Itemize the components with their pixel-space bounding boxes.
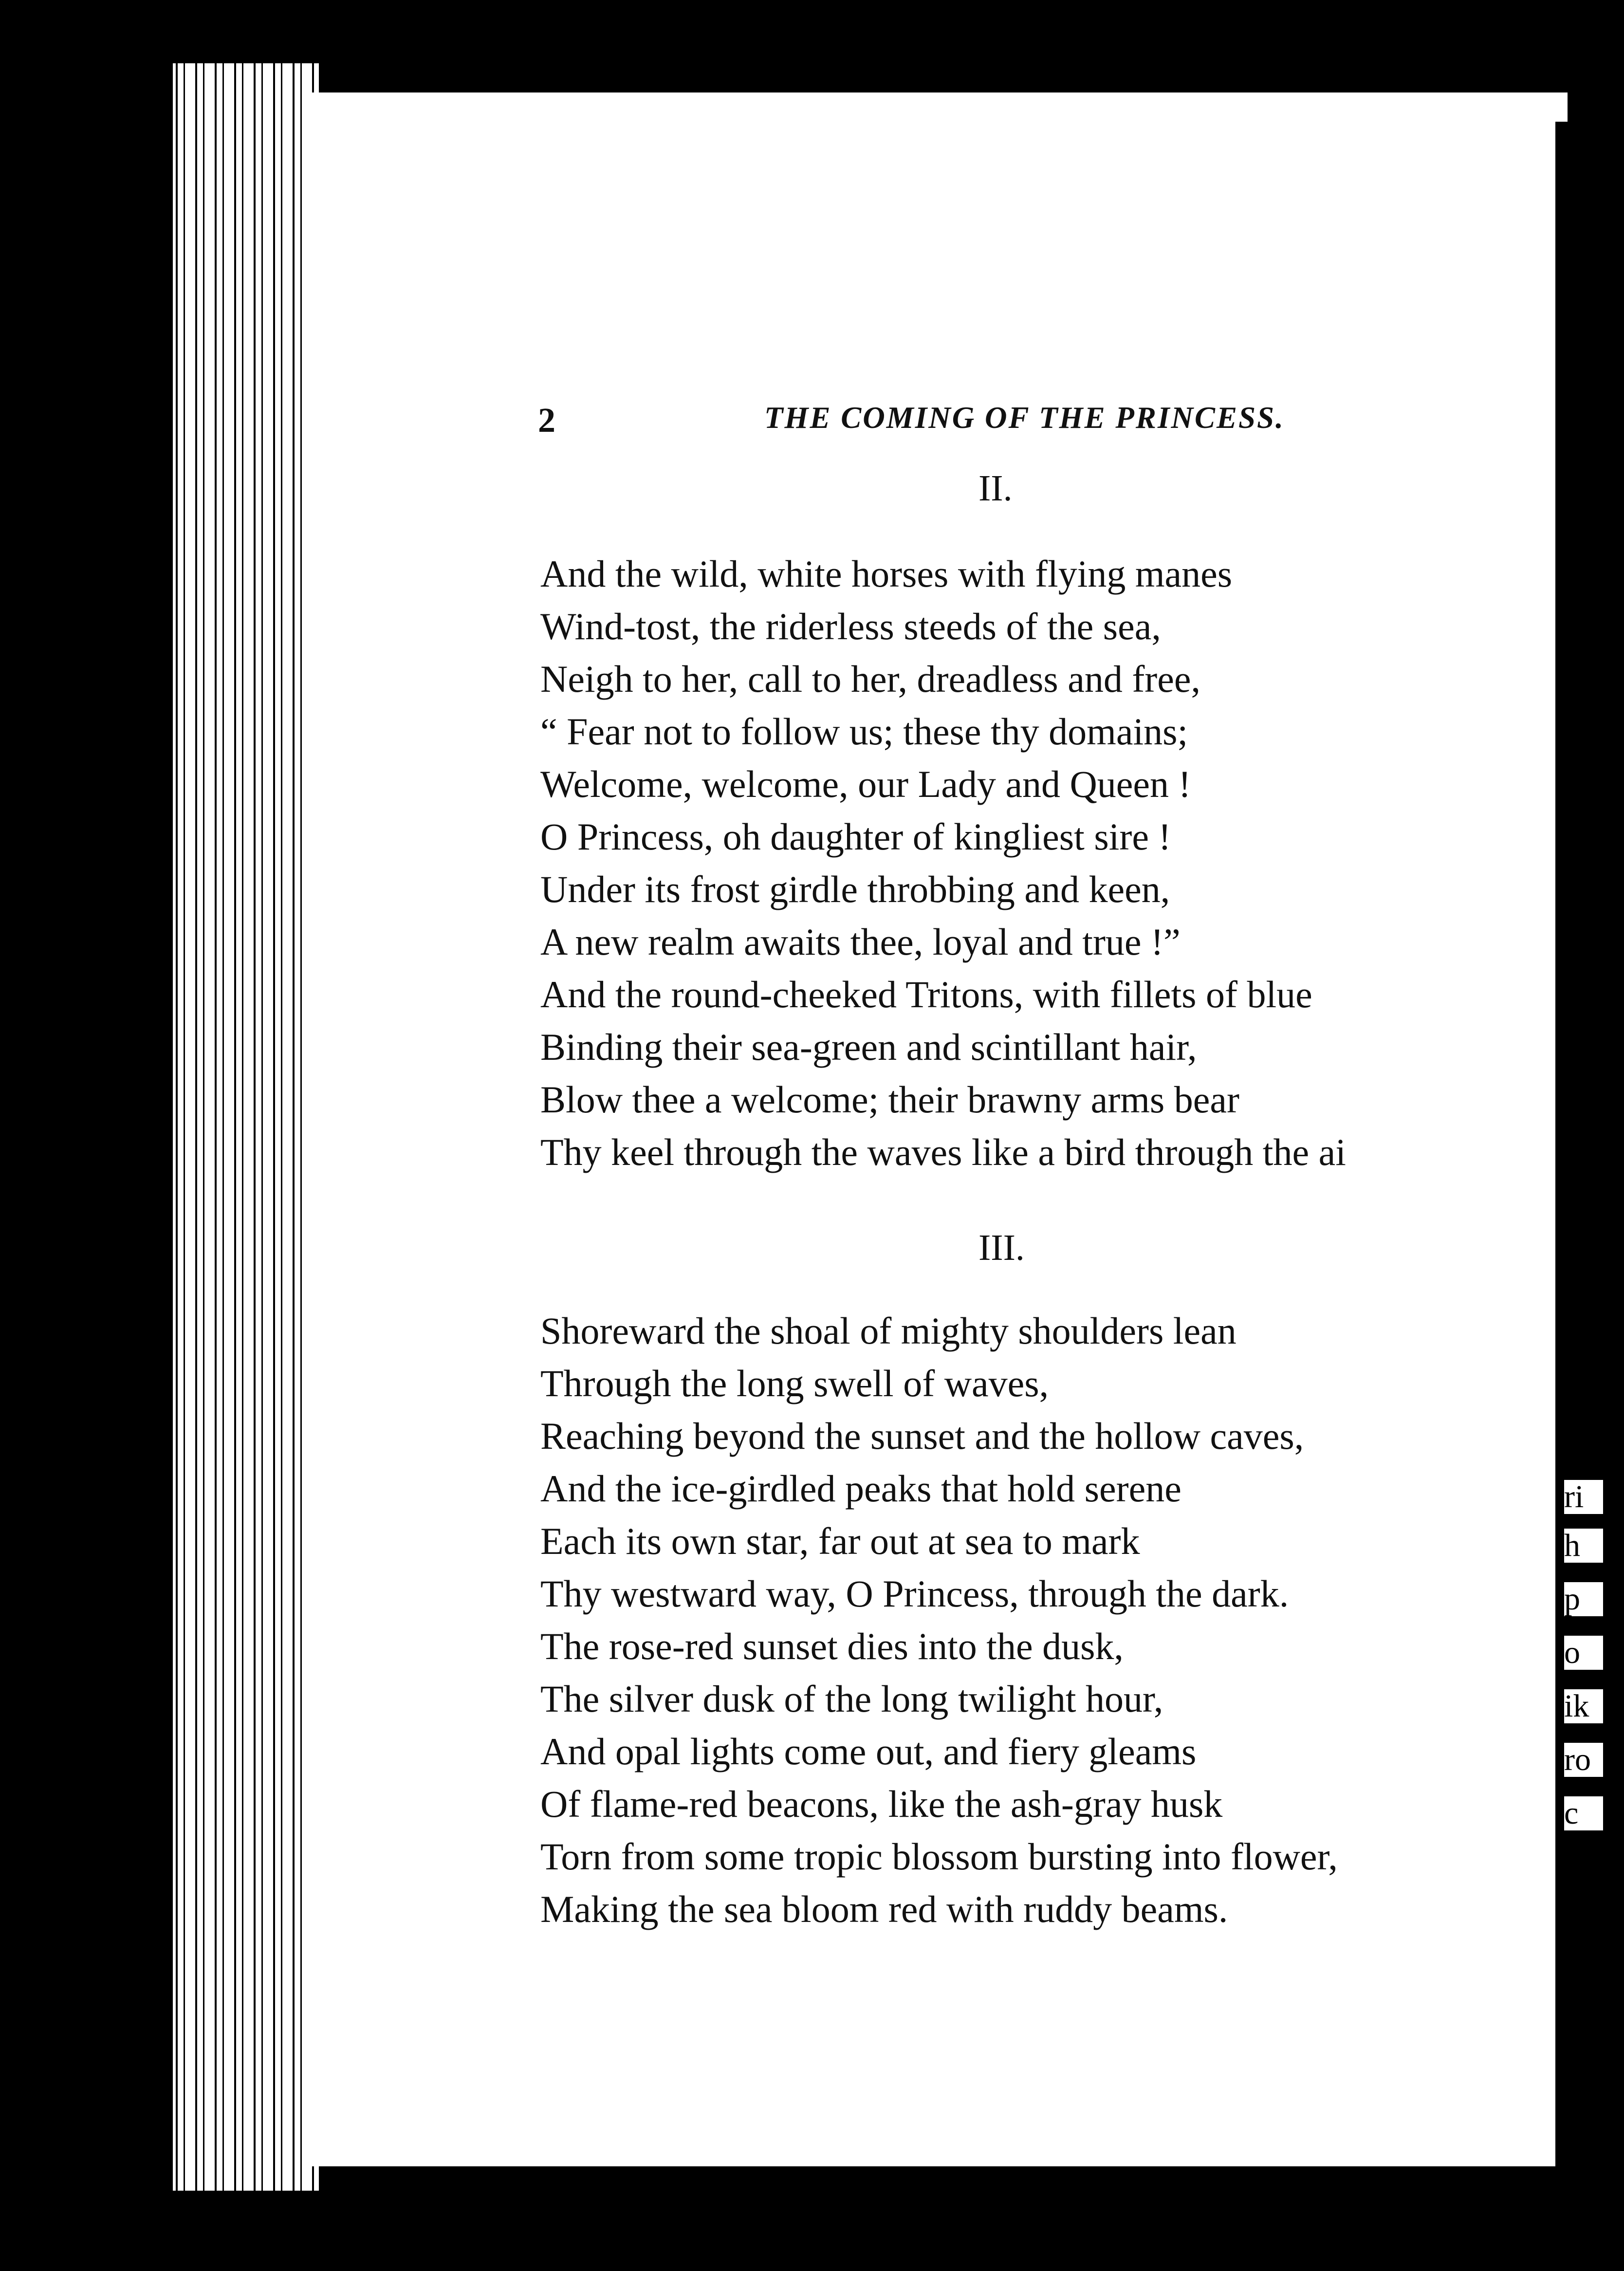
poem-line: “ Fear not to follow us; these thy domains;	[540, 710, 1188, 753]
stanza	[540, 1305, 1338, 1936]
next-page-edge	[1555, 122, 1624, 2200]
poem-line: Torn from some tropic blossom bursting into flower,	[540, 1835, 1338, 1878]
section-heading: III.	[978, 1227, 1025, 1268]
poem-line: Shoreward the shoal of mighty shoulders lean	[540, 1310, 1236, 1352]
text-fragment: ri	[1564, 1480, 1603, 1514]
text-fragment: ro	[1564, 1743, 1603, 1777]
page-number: 2	[538, 401, 555, 440]
running-title: THE COMING OF THE PRINCESS.	[764, 401, 1285, 435]
text-fragment: c	[1564, 1796, 1603, 1830]
text-fragment: h	[1564, 1529, 1603, 1563]
poem-line: The silver dusk of the long twilight hour,	[540, 1678, 1163, 1720]
poem-line: Reaching beyond the sunset and the hollow caves,	[540, 1415, 1304, 1457]
poem-line: Thy keel through the waves like a bird through the ai	[540, 1131, 1346, 1173]
stanza	[540, 548, 1346, 1179]
poem-line: Blow thee a welcome; their brawny arms bear	[540, 1078, 1239, 1121]
poem-line: And opal lights come out, and fiery gleams	[540, 1730, 1197, 1772]
poem-line: And the wild, white horses with flying manes	[540, 553, 1233, 595]
text-fragment: o	[1564, 1636, 1603, 1670]
poem-line: Neigh to her, call to her, dreadless and free,	[540, 658, 1201, 700]
poem-line: Welcome, welcome, our Lady and Queen !	[540, 763, 1191, 805]
page-header	[302, 400, 1568, 439]
poem-line: Thy westward way, O Princess, through the dark.	[540, 1572, 1289, 1615]
poem-line: The rose-red sunset dies into the dusk,	[540, 1625, 1124, 1667]
book-page	[302, 92, 1568, 2166]
poem-line: A new realm awaits thee, loyal and true !”	[540, 921, 1181, 963]
page-edges	[173, 63, 319, 2191]
poem-line: And the ice-girdled peaks that hold serene	[540, 1467, 1181, 1510]
poem-line: Making the sea bloom red with ruddy beams.	[540, 1888, 1228, 1930]
poem-line: Wind-tost, the riderless steeds of the sea,	[540, 605, 1161, 647]
poem-line: Binding their sea-green and scintillant hair,	[540, 1026, 1197, 1068]
text-fragment: ik	[1564, 1689, 1603, 1723]
section-heading: II.	[978, 468, 1013, 509]
poem-line: Under its frost girdle throbbing and keen,	[540, 868, 1170, 910]
poem-line: And the round-cheeked Tritons, with fillets of blue	[540, 973, 1312, 1015]
poem-line: O Princess, oh daughter of kingliest sire !	[540, 815, 1171, 858]
poem-line: Through the long swell of waves,	[540, 1362, 1049, 1404]
poem-line: Of flame-red beacons, like the ash-gray husk	[540, 1783, 1223, 1825]
poem-line: Each its own star, far out at sea to mark	[540, 1520, 1140, 1562]
text-fragment: p	[1564, 1582, 1603, 1616]
